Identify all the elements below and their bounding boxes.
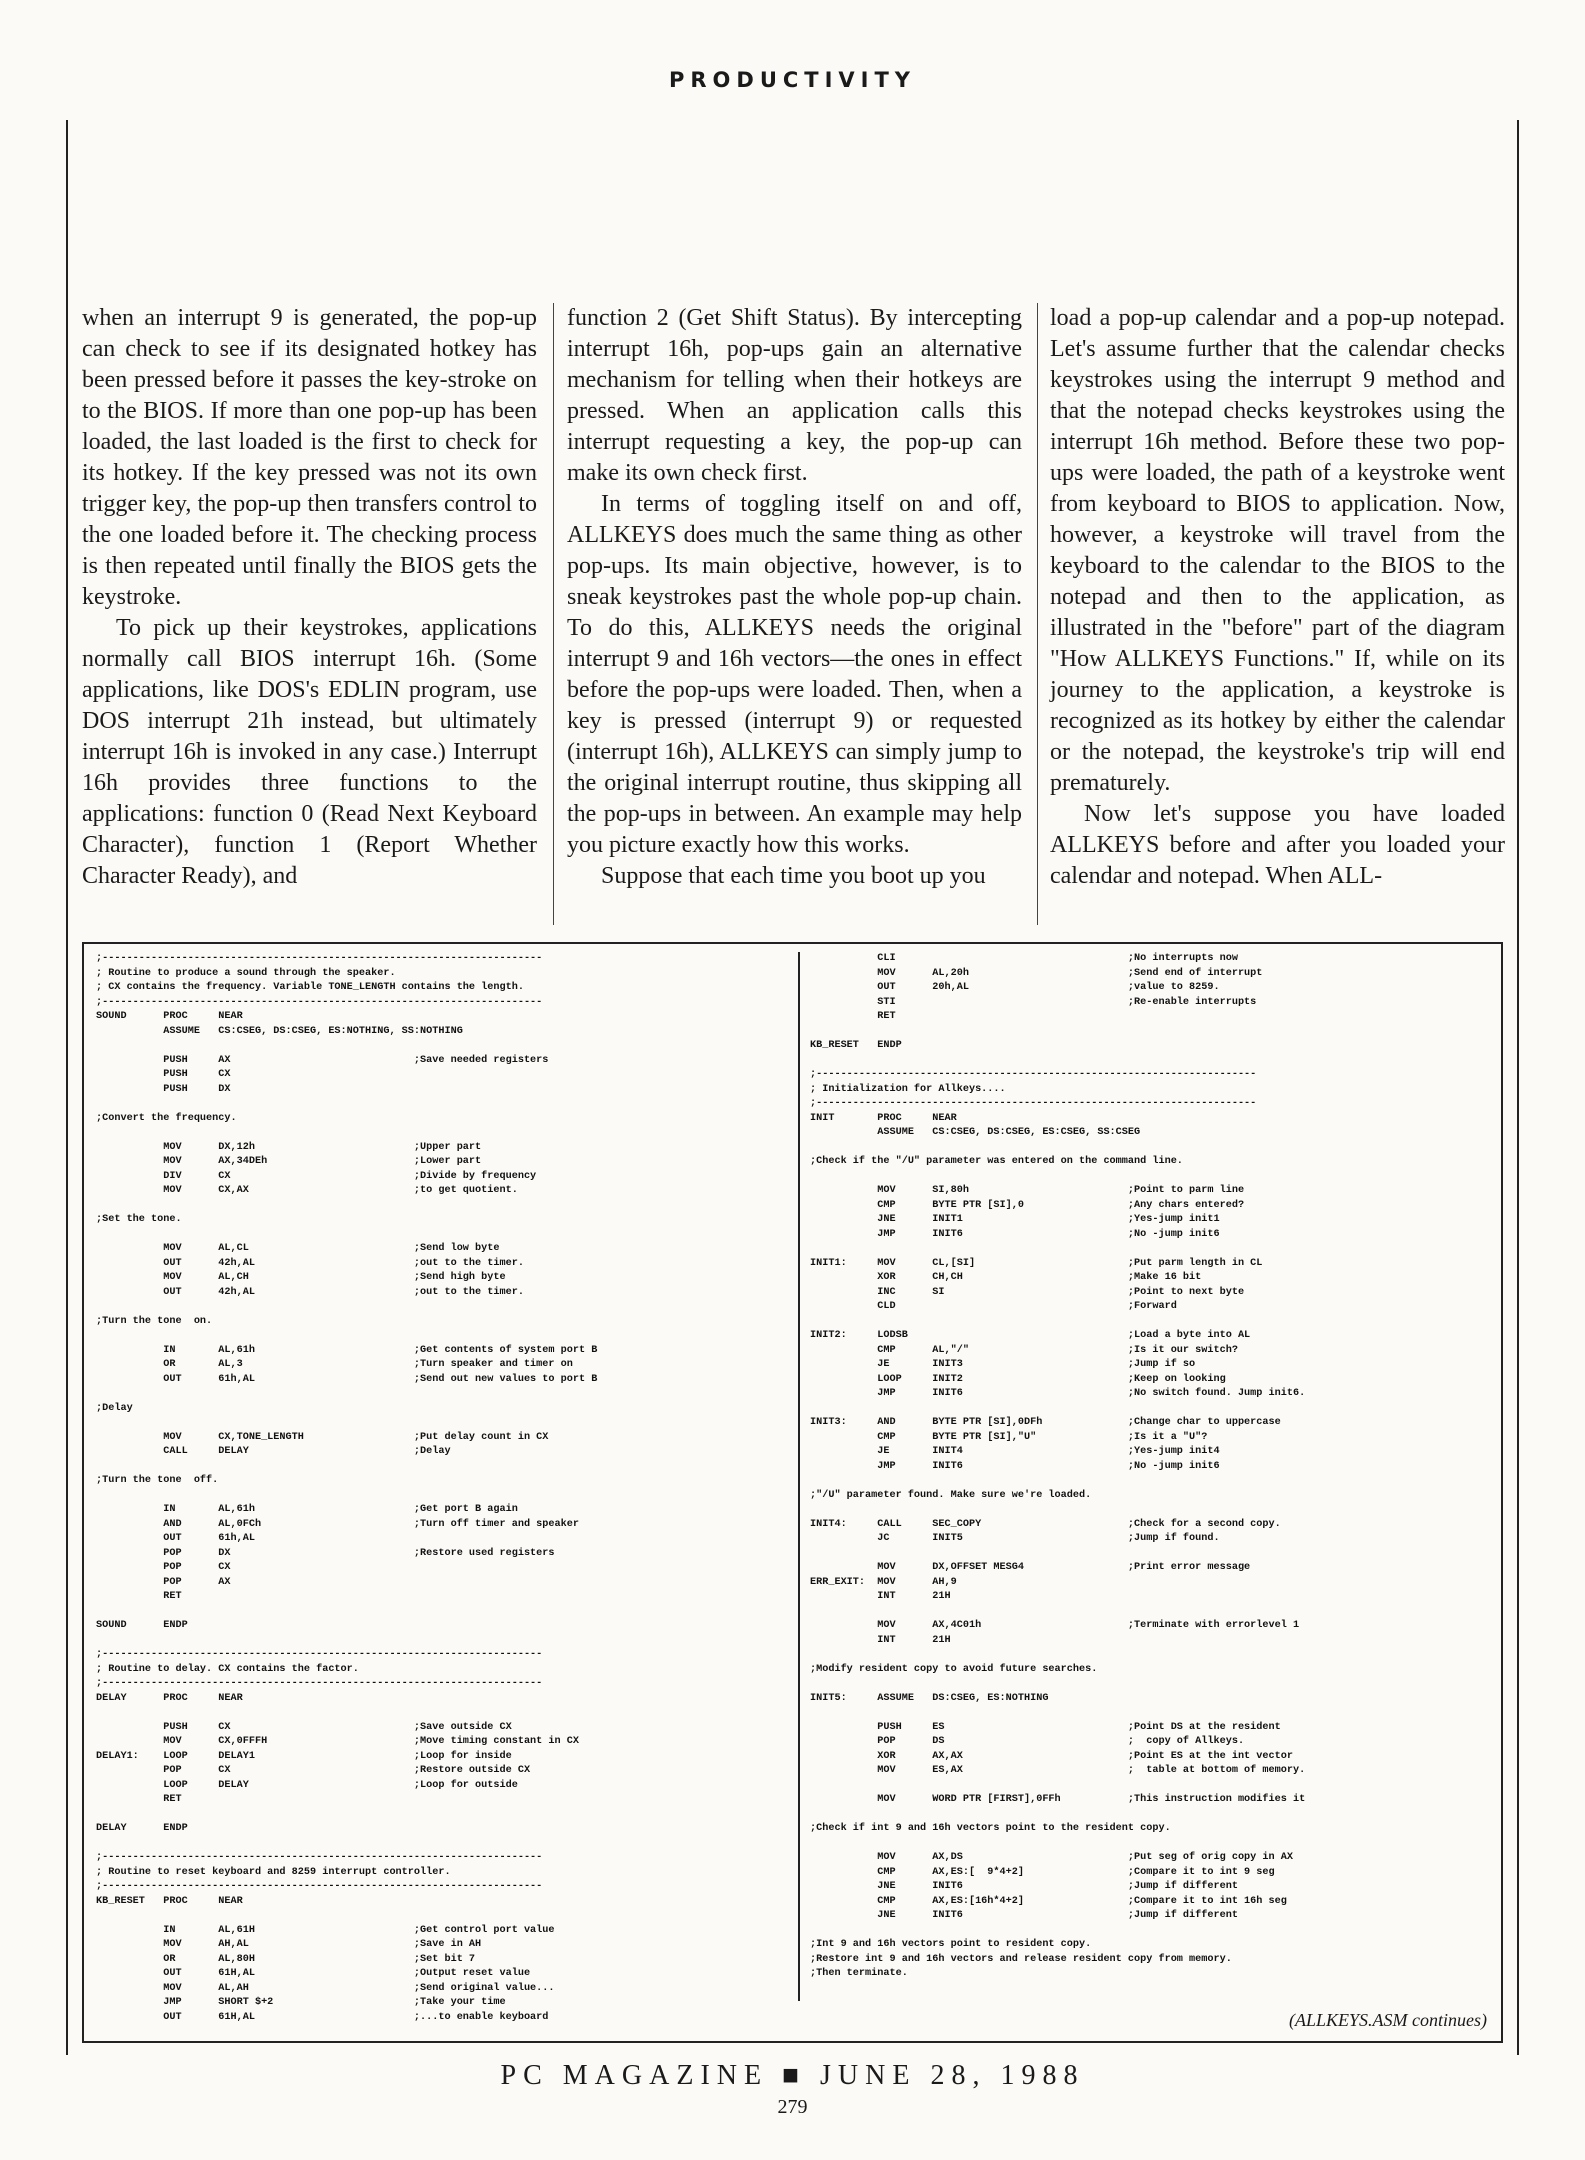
code-line: LOOP DELAY ;Loop for outside bbox=[96, 1779, 518, 1791]
code-line: IN AL,61h ;Get port B again bbox=[96, 1504, 518, 1515]
code-line: JNE INIT6 ;Jump if different bbox=[810, 1881, 1238, 1892]
text-column-2 bbox=[567, 303, 1022, 892]
code-line bbox=[96, 1126, 597, 1141]
code-line bbox=[96, 1837, 597, 1852]
code-line bbox=[96, 1909, 597, 1924]
code-line: ; CX contains the frequency. Variable TONE_LENGTH contains the length. bbox=[96, 982, 524, 993]
code-line: POP CX ;Restore outside CX bbox=[96, 1765, 531, 1776]
code-line: OUT 61H,AL ;...to enable keyboard bbox=[96, 2011, 549, 2023]
paragraph: when an interrupt 9 is generated, the pop-up can check to see if its designated hotkey has been pressed before it passes the key-stroke on to the BIOS. If more than one pop-up has been loaded, the last loaded is the first to check for its hotkey. If the key pressed was not its own trigger key, the pop-up then transfers control to the one loaded before it. The checking process is then repeated until finally the BIOS gets the keystroke. bbox=[82, 305, 537, 610]
code-line bbox=[810, 1242, 1305, 1257]
code-line: ;Restore int 9 and 16h vectors and release resident copy from memory. bbox=[810, 1953, 1232, 1965]
code-line: SOUND ENDP bbox=[96, 1620, 188, 1631]
code-line bbox=[96, 1416, 597, 1431]
listing-continues-note: (ALLKEYS.ASM continues) bbox=[1289, 2010, 1487, 2030]
code-line: MOV AX,DS ;Put seg of orig copy in AX bbox=[810, 1852, 1293, 1863]
code-line: ;Convert the frequency. bbox=[96, 1112, 237, 1124]
code-line: JE INIT3 ;Jump if so bbox=[810, 1359, 1196, 1370]
code-line: INC SI ;Point to next byte bbox=[810, 1286, 1245, 1298]
code-line: ; Routine to reset keyboard and 8259 interrupt controller. bbox=[96, 1866, 451, 1878]
code-line bbox=[96, 1808, 597, 1823]
code-line: JMP INIT6 ;No switch found. Jump init6. bbox=[810, 1388, 1306, 1399]
code-line bbox=[810, 1677, 1305, 1692]
code-line: MOV AX,4C01h ;Terminate with errorlevel 1 bbox=[810, 1620, 1300, 1631]
code-line: DIV CX ;Divide by frequency bbox=[96, 1170, 537, 1182]
code-line bbox=[96, 1489, 597, 1504]
code-line: MOV ES,AX ; table at bottom of memory. bbox=[810, 1765, 1306, 1776]
code-line: POP DS ; copy of Allkeys. bbox=[810, 1736, 1245, 1747]
code-line: ;"/U" parameter found. Make sure we're loaded. bbox=[810, 1489, 1092, 1501]
code-line: ; Routine to delay. CX contains the factor. bbox=[96, 1663, 359, 1675]
code-line: IN AL,61h ;Get contents of system port B bbox=[96, 1344, 598, 1356]
code-line: ;Set the tone. bbox=[96, 1214, 182, 1225]
listing-divider bbox=[798, 952, 800, 2001]
code-line bbox=[96, 1199, 597, 1214]
code-line bbox=[96, 1387, 597, 1402]
code-line: ;Then terminate. bbox=[810, 1968, 908, 1979]
code-line: AND AL,0FCh ;Turn off timer and speaker bbox=[96, 1518, 579, 1530]
code-line: INIT4: CALL SEC_COPY ;Check for a second copy. bbox=[810, 1518, 1281, 1530]
code-line: POP CX bbox=[96, 1562, 231, 1573]
code-line bbox=[810, 1706, 1305, 1721]
code-line: MOV CX,TONE_LENGTH ;Put delay count in CX bbox=[96, 1431, 549, 1443]
code-line: ASSUME CS:CSEG, DS:CSEG, ES:NOTHING, SS:NOTHING bbox=[96, 1025, 463, 1037]
code-line: ;------------------------------------------------------------------------ bbox=[96, 953, 543, 964]
code-line: OUT 61h,AL ;Send out new values to port B bbox=[96, 1373, 598, 1385]
code-line: INIT5: ASSUME DS:CSEG, ES:NOTHING bbox=[810, 1692, 1049, 1704]
code-line: PUSH CX bbox=[96, 1069, 231, 1080]
code-line: PUSH AX ;Save needed registers bbox=[96, 1054, 549, 1066]
code-line bbox=[810, 1837, 1305, 1852]
code-line bbox=[810, 1648, 1305, 1663]
code-line: KB_RESET ENDP bbox=[810, 1040, 902, 1051]
text-column-1 bbox=[82, 303, 537, 892]
code-line: ;Int 9 and 16h vectors point to resident copy. bbox=[810, 1939, 1092, 1950]
code-line: ;------------------------------------------------------------------------ bbox=[810, 1069, 1257, 1080]
code-line: ;Modify resident copy to avoid future searches. bbox=[810, 1663, 1098, 1675]
magazine-footer: PC MAGAZINE ■ JUNE 28, 1988 bbox=[500, 2060, 1085, 2091]
code-line: ;------------------------------------------------------------------------ bbox=[96, 996, 543, 1008]
code-line bbox=[810, 1170, 1305, 1185]
code-line: CMP BYTE PTR [SI],0 ;Any chars entered? bbox=[810, 1199, 1245, 1211]
code-line: INIT1: MOV CL,[SI] ;Put parm length in CL bbox=[810, 1257, 1263, 1269]
code-line: MOV SI,80h ;Point to parm line bbox=[810, 1185, 1245, 1196]
left-page-rule bbox=[66, 120, 68, 2055]
code-line bbox=[96, 1097, 597, 1112]
code-line: OUT 42h,AL ;out to the timer. bbox=[96, 1257, 524, 1269]
code-line: DELAY ENDP bbox=[96, 1823, 188, 1834]
code-listing-left bbox=[96, 952, 597, 2025]
code-line bbox=[810, 1605, 1305, 1620]
code-line: OUT 61h,AL bbox=[96, 1533, 255, 1544]
code-line: RET bbox=[96, 1794, 182, 1805]
code-line: ;Check if int 9 and 16h vectors point to the resident copy. bbox=[810, 1823, 1171, 1834]
code-line: JC INIT5 ;Jump if found. bbox=[810, 1533, 1220, 1544]
code-line: ;------------------------------------------------------------------------ bbox=[96, 1881, 543, 1892]
code-line: CMP AX,ES:[ 9*4+2] ;Compare it to int 9 seg bbox=[810, 1866, 1275, 1878]
code-line bbox=[810, 1924, 1305, 1939]
code-line: OUT 20h,AL ;value to 8259. bbox=[810, 982, 1220, 993]
code-line bbox=[810, 1402, 1305, 1417]
section-header: PRODUCTIVITY bbox=[668, 68, 917, 92]
code-line: MOV AL,20h ;Send end of interrupt bbox=[810, 967, 1263, 979]
code-line bbox=[96, 1300, 597, 1315]
column-divider bbox=[1037, 303, 1038, 925]
code-line: POP AX bbox=[96, 1576, 231, 1588]
code-line: PUSH DX bbox=[96, 1083, 231, 1095]
code-line: INT 21H bbox=[810, 1591, 951, 1602]
code-line: MOV DX,OFFSET MESG4 ;Print error message bbox=[810, 1562, 1251, 1573]
code-line: CLD ;Forward bbox=[810, 1301, 1177, 1312]
code-line bbox=[96, 1460, 597, 1475]
code-line: MOV AL,CL ;Send low byte bbox=[96, 1243, 500, 1254]
code-listing-right bbox=[810, 952, 1305, 1982]
code-line: JNE INIT6 ;Jump if different bbox=[810, 1910, 1238, 1921]
code-line: ASSUME CS:CSEG, DS:CSEG, ES:CSEG, SS:CSEG bbox=[810, 1127, 1141, 1138]
code-line: RET bbox=[810, 1011, 896, 1022]
paragraph: load a pop-up calendar and a pop-up notepad. Let's assume further that the calendar checks keystrokes using the interrupt 9 method and that the notepad checks keystrokes using the interrupt 16h method. Before these two pop-ups were loaded, the path of a keystroke went from keyboard to BIOS to application. Now, however, a keystroke will travel from the keyboard to the calendar to the BIOS to the notepad and then to the application, as illustrated in the "before" part of the diagram "How ALLKEYS Functions." If, while on its journey to the application, a keystroke is recognized as its hotkey by either the calendar or the notepad, the keystroke's trip will end prematurely. bbox=[1050, 305, 1505, 796]
code-line: JMP INIT6 ;No -jump init6 bbox=[810, 1460, 1220, 1472]
code-line: ERR_EXIT: MOV AH,9 bbox=[810, 1576, 957, 1588]
code-line bbox=[810, 1025, 1305, 1040]
code-line bbox=[810, 1474, 1305, 1489]
text-column-3 bbox=[1050, 303, 1505, 892]
code-line: SOUND PROC NEAR bbox=[96, 1011, 243, 1022]
code-line: CMP AL,"/" ;Is it our switch? bbox=[810, 1344, 1238, 1356]
code-line bbox=[96, 1634, 597, 1649]
code-line bbox=[810, 1547, 1305, 1562]
code-line: ;------------------------------------------------------------------------ bbox=[96, 1649, 543, 1660]
code-line: XOR AX,AX ;Point ES at the int vector bbox=[810, 1750, 1293, 1762]
code-line: INT 21H bbox=[810, 1634, 951, 1646]
code-line: ; Routine to produce a sound through the speaker. bbox=[96, 967, 396, 979]
code-line: CLI ;No interrupts now bbox=[810, 953, 1238, 964]
code-line: MOV AX,34DEh ;Lower part bbox=[96, 1156, 482, 1167]
code-line: ;Turn the tone off. bbox=[96, 1475, 219, 1486]
code-line: ;Check if the "/U" parameter was entered on the command line. bbox=[810, 1156, 1183, 1167]
code-line: ;Delay bbox=[96, 1402, 133, 1414]
code-listing-box bbox=[82, 942, 1503, 2043]
code-line: LOOP INIT2 ;Keep on looking bbox=[810, 1373, 1226, 1385]
code-line bbox=[96, 1329, 597, 1344]
code-line: DELAY1: LOOP DELAY1 ;Loop for inside bbox=[96, 1750, 512, 1762]
code-line: PUSH CX ;Save outside CX bbox=[96, 1721, 512, 1733]
paragraph: function 2 (Get Shift Status). By intercepting interrupt 16h, pop-ups gain an alternative mechanism for telling when their hotkeys are pressed. When an application calls this interrupt requesting a key, the pop-up can make its own check first. bbox=[567, 305, 1022, 486]
code-line: INIT3: AND BYTE PTR [SI],0DFh ;Change char to uppercase bbox=[810, 1417, 1281, 1428]
code-line: KB_RESET PROC NEAR bbox=[96, 1895, 243, 1907]
code-line: XOR CH,CH ;Make 16 bit bbox=[810, 1272, 1202, 1283]
paragraph: Now let's suppose you have loaded ALLKEYS before and after you loaded your calendar and notepad. When ALL- bbox=[1050, 801, 1505, 889]
paragraph: In terms of toggling itself on and off, ALLKEYS does much the same thing as other pop-ups. Its main objective, however, is to sneak keystrokes past the whole pop-up chain. To do this, ALLKEYS needs the original interrupt 9 and 16h vectors—the ones in effect before the pop-ups were loaded. Then, when a key is pressed (interrupt 9) or requested (interrupt 16h), ALLKEYS can simply jump to the original interrupt routine, thus skipping all the pop-ups in between. An example may help you picture exactly how this works. bbox=[567, 491, 1022, 858]
code-line bbox=[810, 1503, 1305, 1518]
code-line: RET bbox=[96, 1591, 182, 1602]
code-line: CMP BYTE PTR [SI],"U" ;Is it a "U"? bbox=[810, 1431, 1208, 1443]
code-line: OR AL,3 ;Turn speaker and timer on bbox=[96, 1359, 573, 1370]
code-line: ; Initialization for Allkeys.... bbox=[810, 1083, 1006, 1095]
code-line: DELAY PROC NEAR bbox=[96, 1692, 243, 1704]
code-line bbox=[96, 1605, 597, 1620]
code-line: JMP SHORT $+2 ;Take your time bbox=[96, 1997, 506, 2008]
code-line: MOV AH,AL ;Save in AH bbox=[96, 1939, 482, 1950]
code-line: INIT PROC NEAR bbox=[810, 1112, 957, 1124]
code-line: OUT 42h,AL ;out to the timer. bbox=[96, 1286, 524, 1298]
code-line: INIT2: LODSB ;Load a byte into AL bbox=[810, 1330, 1251, 1341]
code-line: CMP AX,ES:[16h*4+2] ;Compare it to int 16h seg bbox=[810, 1895, 1287, 1907]
code-line: JMP INIT6 ;No -jump init6 bbox=[810, 1228, 1220, 1240]
code-line bbox=[96, 1228, 597, 1243]
code-line bbox=[810, 1315, 1305, 1330]
code-line: MOV CX,0FFFH ;Move timing constant in CX bbox=[96, 1736, 579, 1747]
code-line: MOV AL,CH ;Send high byte bbox=[96, 1272, 506, 1283]
code-line bbox=[810, 1054, 1305, 1069]
code-line: ;Turn the tone on. bbox=[96, 1315, 213, 1327]
column-divider bbox=[553, 303, 554, 925]
code-line bbox=[810, 1141, 1305, 1156]
code-line: ;------------------------------------------------------------------------ bbox=[810, 1098, 1257, 1109]
code-line bbox=[96, 1706, 597, 1721]
code-line: JE INIT4 ;Yes-jump init4 bbox=[810, 1446, 1220, 1457]
code-line: OR AL,80H ;Set bit 7 bbox=[96, 1953, 476, 1965]
code-line bbox=[810, 1808, 1305, 1823]
right-page-rule bbox=[1517, 120, 1519, 2055]
code-line: IN AL,61H ;Get control port value bbox=[96, 1924, 555, 1936]
paragraph: To pick up their keystrokes, applications normally call BIOS interrupt 16h. (Some applications, like DOS's EDLIN program, use DOS interrupt 21h instead, but ultimately interrupt 16h is invoked in any case.) Interrupt 16h provides three functions to the applications: function 0 (Read Next Keyboard Character), function 1 (Report Whether Character Ready), and bbox=[82, 615, 537, 889]
code-line: STI ;Re-enable interrupts bbox=[810, 996, 1257, 1008]
code-line: POP DX ;Restore used registers bbox=[96, 1547, 555, 1559]
code-line: MOV DX,12h ;Upper part bbox=[96, 1141, 482, 1153]
code-line: CALL DELAY ;Delay bbox=[96, 1446, 451, 1457]
code-line: JNE INIT1 ;Yes-jump init1 bbox=[810, 1214, 1220, 1225]
code-line bbox=[96, 1039, 597, 1054]
page-number: 279 bbox=[777, 2096, 808, 2118]
code-line: PUSH ES ;Point DS at the resident bbox=[810, 1721, 1281, 1733]
code-line: ;------------------------------------------------------------------------ bbox=[96, 1852, 543, 1863]
code-line: MOV CX,AX ;to get quotient. bbox=[96, 1185, 518, 1196]
code-line bbox=[810, 1779, 1305, 1794]
code-line: OUT 61H,AL ;Output reset value bbox=[96, 1968, 531, 1979]
code-line: MOV AL,AH ;Send original value... bbox=[96, 1982, 555, 1994]
code-line: MOV WORD PTR [FIRST],0FFh ;This instruction modifies it bbox=[810, 1794, 1306, 1805]
paragraph: Suppose that each time you boot up you bbox=[601, 863, 986, 889]
code-line: ;------------------------------------------------------------------------ bbox=[96, 1678, 543, 1689]
